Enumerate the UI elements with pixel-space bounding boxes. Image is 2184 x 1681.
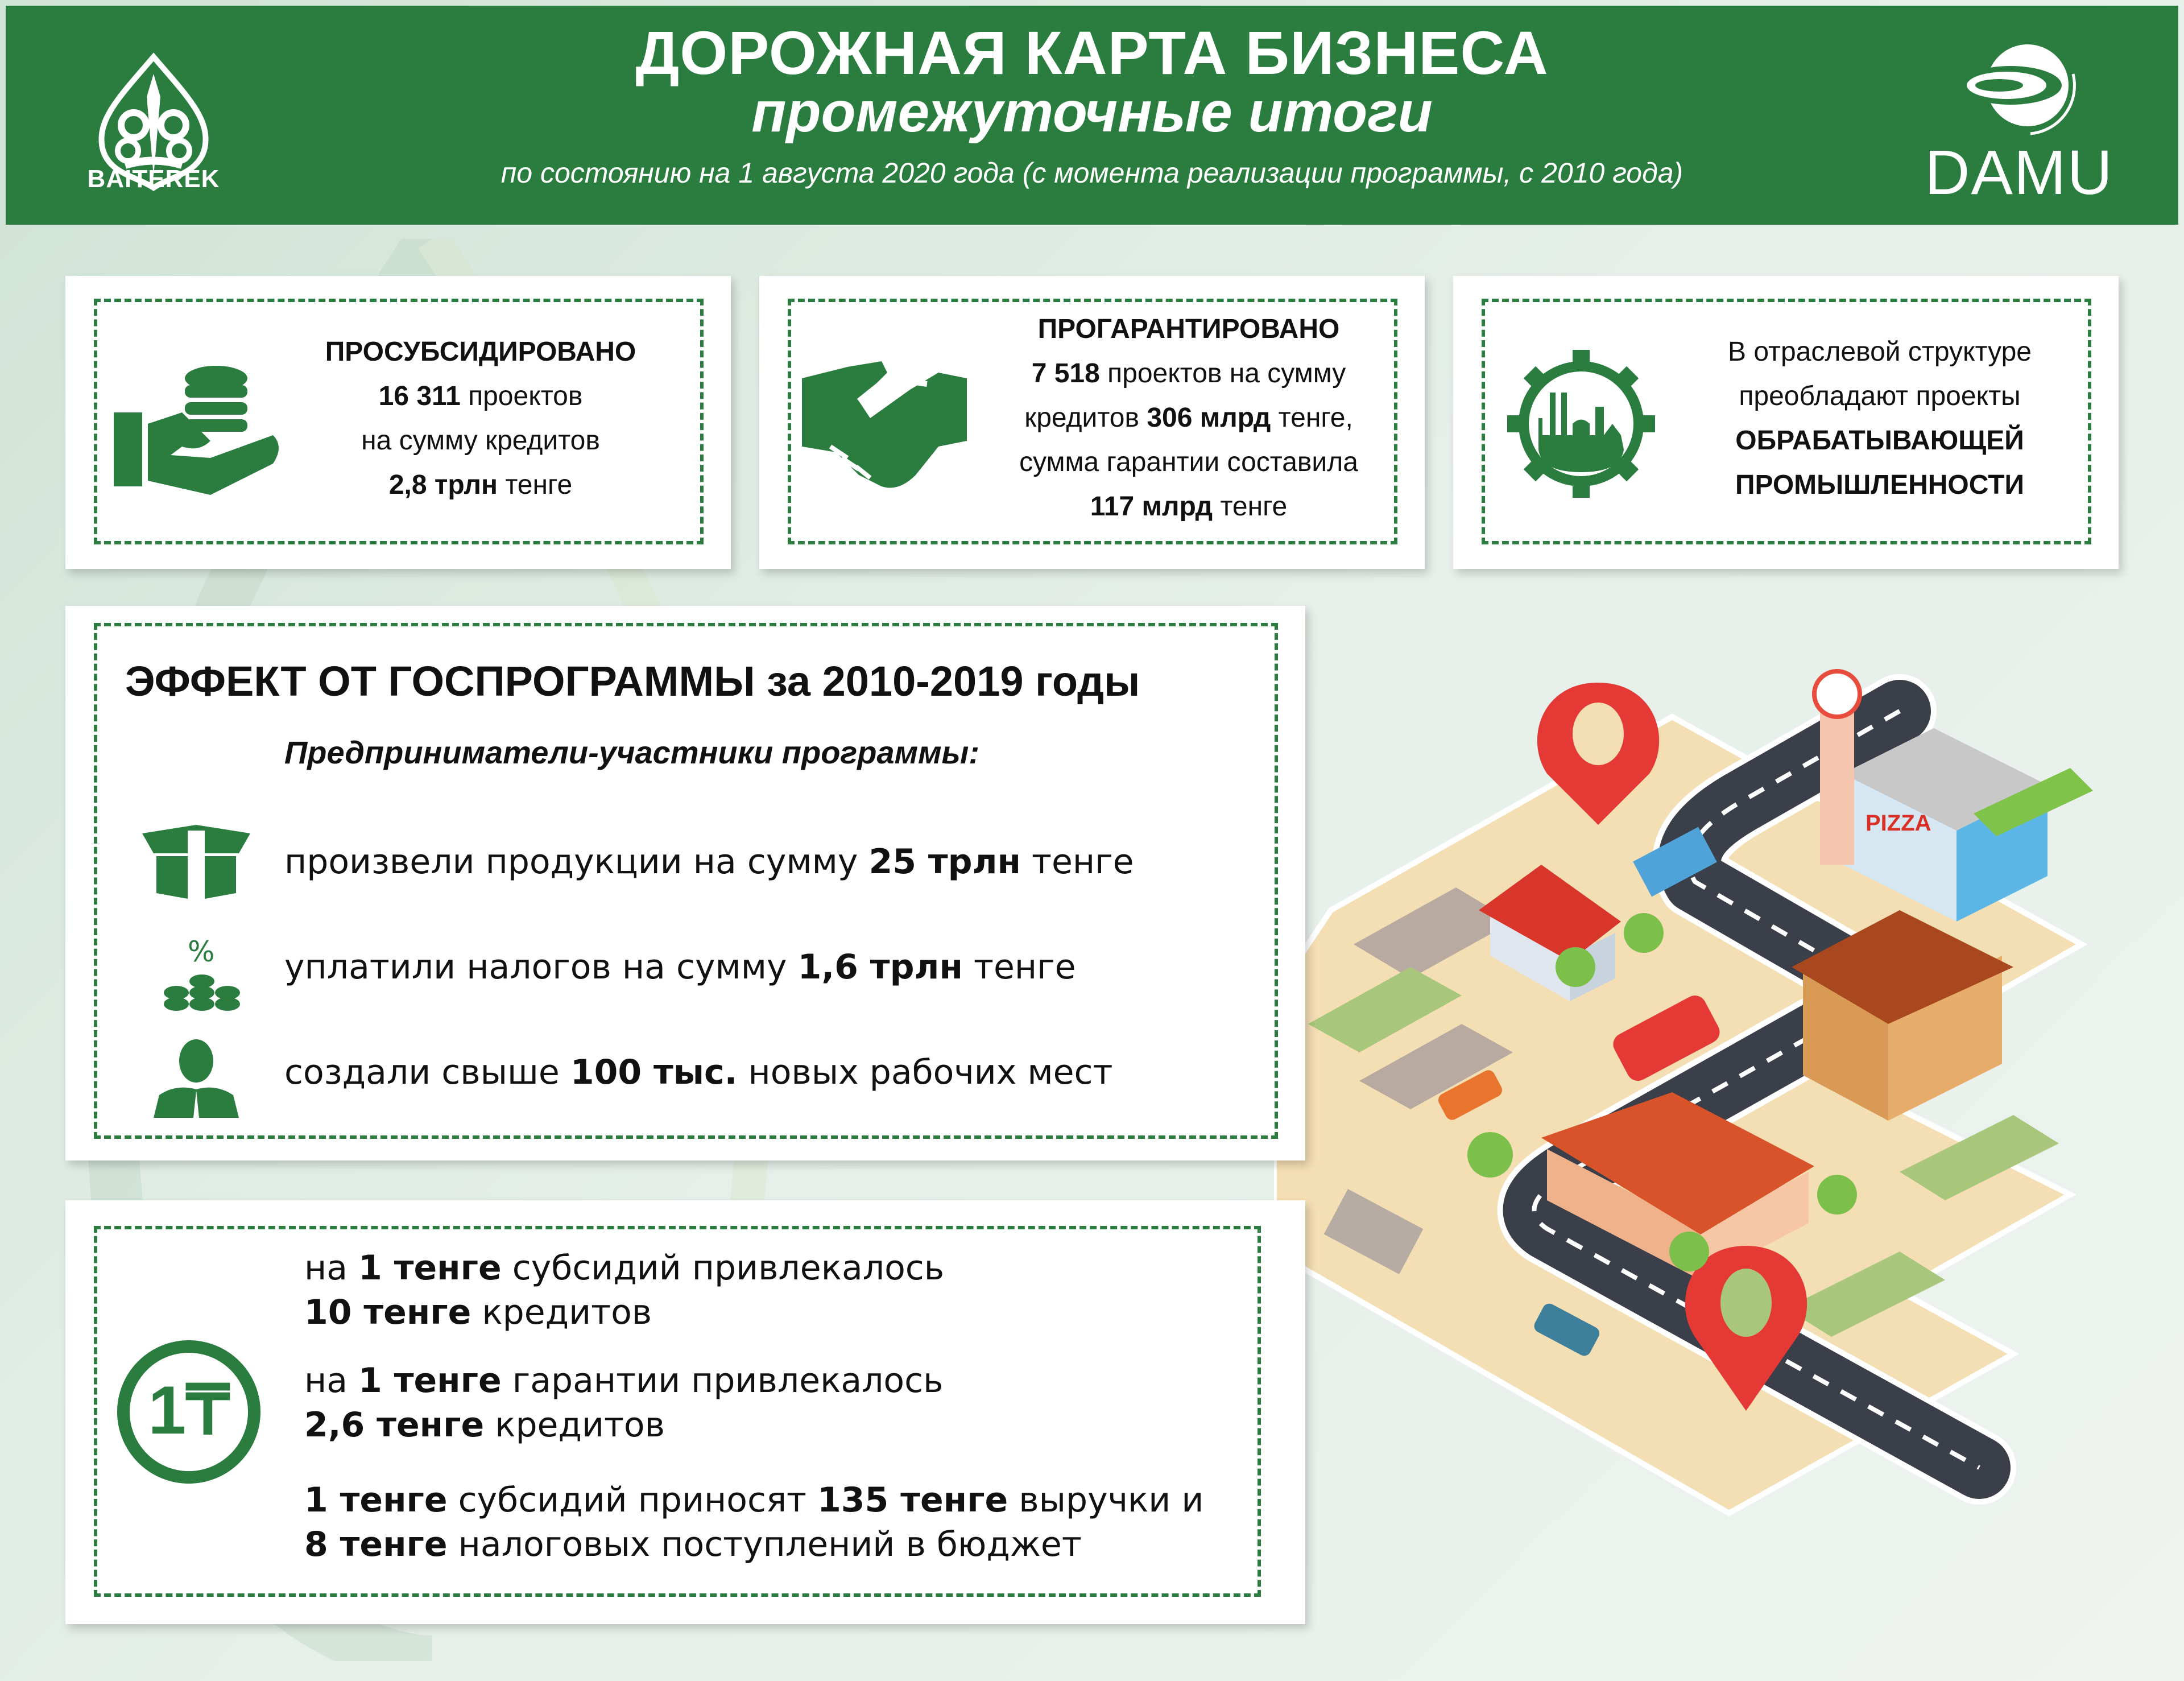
- tenge-effect-panel: [65, 1200, 1305, 1624]
- tenge-line: на 1 тенге гарантии привлекалось: [304, 1361, 944, 1401]
- text-line: на сумму кредитов: [361, 426, 600, 456]
- text-line: 7 518 проектов на сумму: [1031, 358, 1346, 389]
- card-industry-text: [1681, 330, 2079, 507]
- text-line: преобладают проекты: [1739, 381, 2021, 411]
- text-line: ОБРАБАТЫВАЮЩЕЙ: [1735, 426, 2024, 456]
- tenge-line: 1 тенге субсидий приносят 135 тенге выручки и: [304, 1480, 1204, 1520]
- tenge-line: 10 тенге кредитов: [304, 1292, 652, 1332]
- percent-coins-icon: [162, 936, 242, 1013]
- text-line: ПРОГАРАНТИРОВАНО: [1037, 314, 1340, 344]
- tenge-coin-icon: [117, 1340, 262, 1485]
- card-industry: [1453, 276, 2119, 569]
- tenge-line: 2,6 тенге кредитов: [304, 1405, 665, 1445]
- damu-logo-text: DAMU: [1925, 138, 2113, 208]
- text-line: 2,8 трлн тенге: [388, 470, 573, 500]
- text-line: ПРОСУБСИДИРОВАНО: [325, 337, 636, 367]
- tenge-line: 8 тенге налоговых поступлений в бюджет: [304, 1525, 1082, 1564]
- box-icon: [142, 825, 250, 899]
- card-subsidized: [65, 276, 731, 569]
- card-subsidized-text: [304, 330, 657, 507]
- tenge-line: на 1 тенге субсидий привлекалось: [304, 1248, 945, 1288]
- card-guaranteed-text: [987, 307, 1391, 529]
- effect-subtitle: Предприниматели-участники программы:: [284, 734, 979, 770]
- page-title: ДОРОЖНАЯ КАРТА БИЗНЕСА: [635, 18, 1549, 87]
- date-note: по состоянию на 1 августа 2020 года (с момента реализации программы, с 2010 года): [500, 157, 1684, 189]
- card-guaranteed: [759, 276, 1425, 569]
- text-line: 16 311 проектов: [378, 381, 583, 411]
- effect-row-taxes: уплатили налогов на сумму 1,6 трлн тенге: [284, 947, 1076, 987]
- effect-row-production: произвели продукции на сумму 25 трлн тенге: [284, 842, 1134, 882]
- svg-text:%: %: [188, 936, 215, 968]
- text-line: 117 млрд тенге: [1090, 492, 1288, 522]
- effect-title: ЭФФЕКТ ОТ ГОСПРОГРАММЫ за 2010-2019 годы: [125, 658, 1140, 705]
- text-line: В отраслевой структуре: [1728, 337, 2032, 367]
- baiterek-logo-text: BAITEREK: [87, 165, 220, 193]
- damu-logo-icon: [1956, 40, 2082, 137]
- factory-gear-icon: [1507, 350, 1655, 498]
- handshake-icon: [802, 361, 973, 498]
- businessman-icon: [154, 1038, 239, 1118]
- hand-coins-icon: [114, 361, 284, 498]
- page-subtitle: промежуточные итоги: [751, 80, 1433, 144]
- city-map-illustration: [1274, 626, 2184, 1650]
- svg-text:PIZZA: PIZZA: [1866, 811, 1931, 836]
- text-line: ПРОМЫШЛЕННОСТИ: [1735, 470, 2025, 500]
- effect-row-jobs: создали свыше 100 тыс. новых рабочих мест: [284, 1052, 1113, 1092]
- text-line: кредитов 306 млрд тенге,: [1024, 403, 1353, 433]
- text-line: сумма гарантии составила: [1019, 447, 1358, 477]
- effect-panel: [65, 606, 1305, 1160]
- svg-text:1₸: 1₸: [148, 1372, 230, 1448]
